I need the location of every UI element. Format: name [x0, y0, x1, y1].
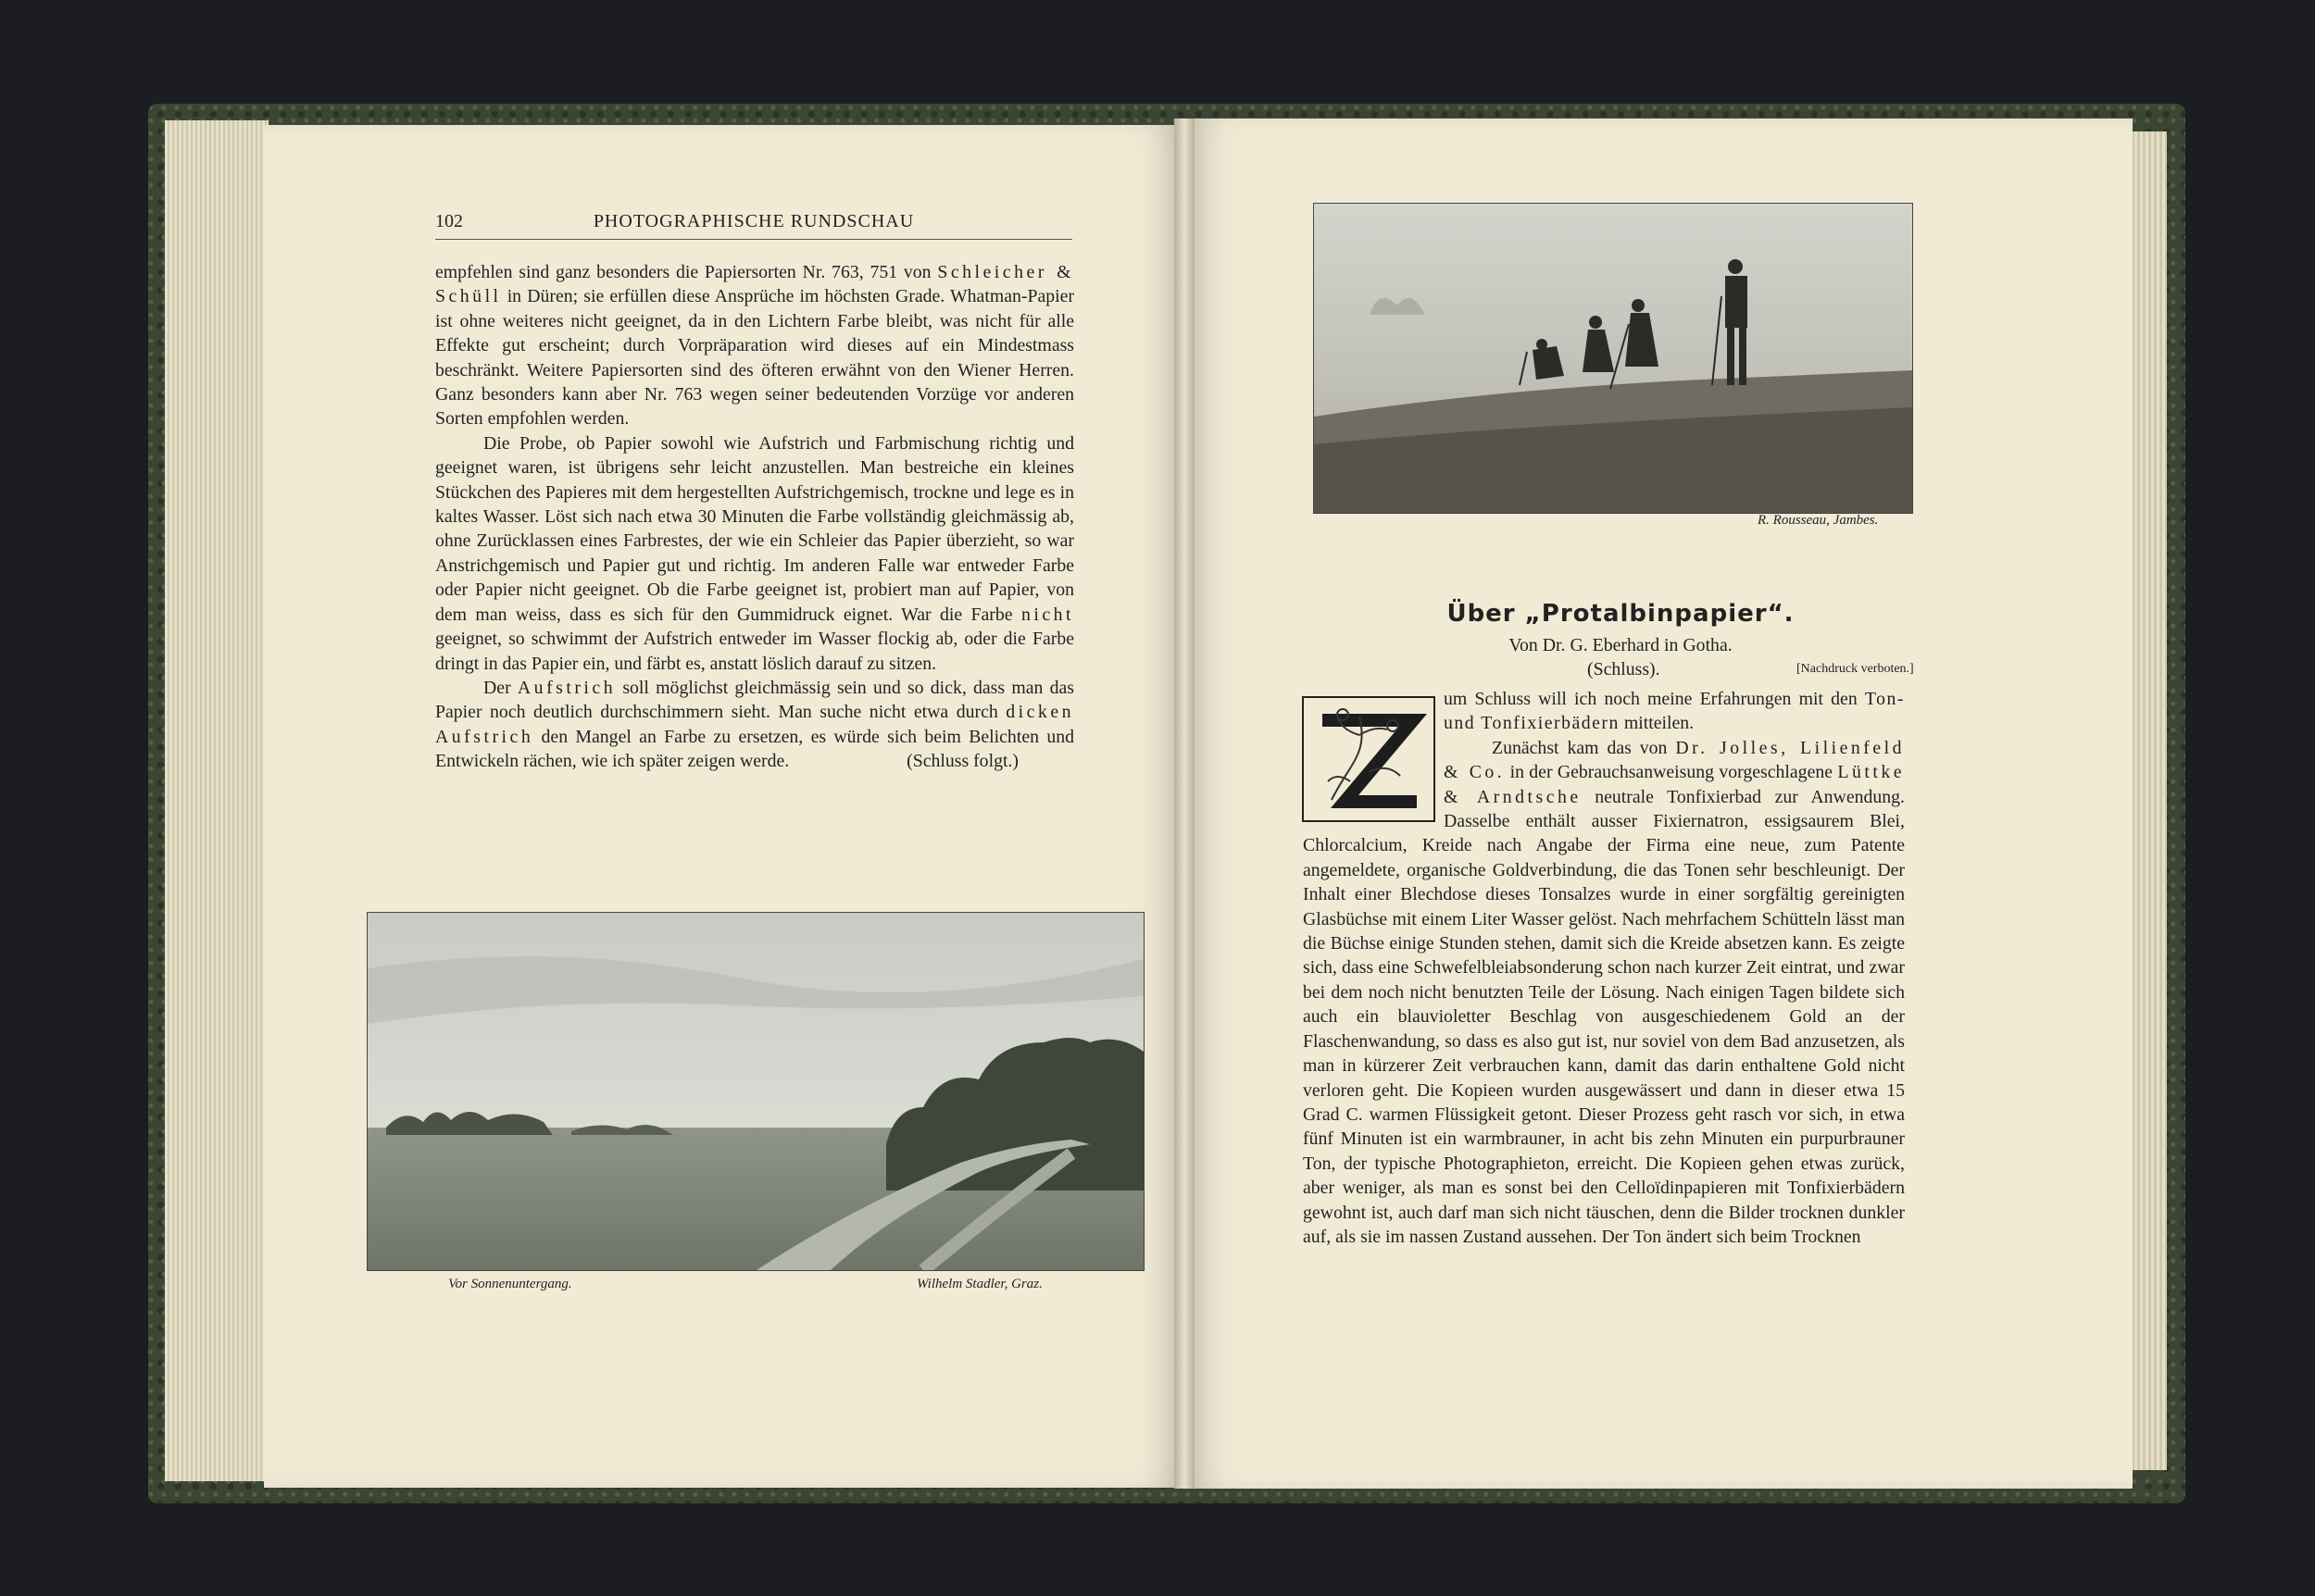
left-column-text — [435, 260, 1074, 774]
spaced-text: nicht — [1020, 604, 1074, 625]
spaced-text: Aufstrich — [517, 677, 617, 698]
running-title: PHOTOGRAPHISCHE RUNDSCHAU — [593, 211, 915, 231]
page-edges-left — [165, 120, 269, 1481]
spaced-text: dicken Aufstrich — [435, 702, 1074, 747]
to-be-continued: (Schluss folgt.) — [907, 751, 1019, 772]
right-column-text — [1303, 687, 1905, 1249]
paragraph: Der Aufstrich soll möglichst gleichmässig sein und so dick, dass man das Papier noch deutlich durchschimmern sieht. Man suche nicht etwa durch dicken Aufstrich den Mangel an Farbe zu ersetzen, es würde sich beim Belichten und Entwickeln rächen, wie ich später zeigen werde. (Schluss folgt.) — [435, 676, 1074, 774]
landscape-photo — [367, 912, 1145, 1271]
spaced-text: Lüttke & Arndtsche — [1444, 762, 1905, 807]
spaced-text: Schleicher & Schüll — [435, 262, 1074, 307]
article-title: Über „Protalbinpapier“. — [1446, 600, 1795, 628]
photo-caption-title: Vor Sonnenuntergang. — [448, 1277, 572, 1291]
page-mark: ı — [1000, 1148, 1006, 1166]
page-number: 102 — [435, 211, 463, 231]
paragraph: empfehlen sind ganz besonders die Papiersorten Nr. 763, 751 von Schleicher & Schüll in Düren; sie erfüllen diese Ansprüche im höchsten Grade. Whatman-Papier ist ohne weiteres nicht geeignet, da in den Lichtern Farbe bleibt, was nicht für alle Effekte gut erscheint; durch Vorpräparation wird dieses auf ein Mindestmass beschränkt. Weitere Papiersorten sind des öfteren erwähnt von den Wiener Herren. Ganz besonders kann aber Nr. 763 wegen seiner bedeutenden Vorzüge vor anderen Sorten empfohlen werden. — [435, 262, 1074, 430]
book-gutter — [1174, 118, 1195, 1489]
paragraph: Die Probe, ob Papier sowohl wie Aufstrich und Farbmischung richtig und geeignet waren, ist übrigens sehr leicht anzustellen. Man bestreiche ein kleines Stückchen des Papieres mit dem hergestellten Aufstrichgemisch, trockne und lege es in kaltes Wasser. Löst sich nach etwa 30 Minuten die Farbe vollständig gleichmässig ab, ohne Zurücklassen eines Farbrestes, der wie ein Schleier das Papier überzieht, so war Anstrichgemisch und Papier gut und richtig. Im anderen Falle war entweder Farbe oder Papier nicht geeignet. Ob die Farbe geeignet ist, probiert man auf Papier, von dem man weiss, dass es sich für den Gummidruck eignet. War die Farbe nicht geeignet, so schwimmt der Aufstrich entweder im Wasser flockig ab, oder die Farbe dringt in das Papier ein, und färbt es, anstatt löslich darauf zu sitzen. — [435, 432, 1074, 674]
initial-spacer — [1303, 687, 1444, 811]
photo-caption-credit: Wilhelm Stadler, Graz. — [917, 1277, 1043, 1291]
paragraph: Zunächst kam das von Dr. Jolles, Lilienfeld & Co. in der Gebrauchsanweisung vorgeschlagene Lüttke & Arndtsche neutrale Tonfixierbad zur Anwendung. Dasselbe enthält ausser Fixiernatron, essigsaurem Blei, Chlorcalcium, Kreide nach Angabe der Firma eine neue, zum Patente angemeldete, organische Goldverbindung, die das Tonen sehr beschleunigt. Der Inhalt einer Blechdose dieses Tonsalzes wurde in einer sorgfältig gereinigten Glasbüchse mit einem Liter Wasser gelöst. Nach mehrfachem Schütteln lässt man die Büchse einige Stunden stehen, damit sich die Kreide absetzen kann. Es zeigte sich, dass eine Schwefelbleiabsonderung schon nach kurzer Zeit eintrat, und zwar bei dem noch nicht benutzten Teile der Lösung. Nach einigen Tagen bildete sich auch ein blauvioletter Beschlag von ausgeschiedenem Gold an der Flaschenwandung, so dass es also gut ist, nur soviel von dem Bad anzusetzen, als man in kürzerer Zeit verbrauchen kann, damit das darin enthaltene Gold nicht verloren geht. Die Kopieen wurden ausgewässert und dann in dieser etwa 15 Grad C. warmen Flüssigkeit getont. Dieser Prozess geht rasch vor sich, in etwa fünf Minuten ist ein warmbrauner, in acht bis zehn Minuten ein purpurbrauner Ton, der typische Photographieton, erreicht. Die Kopieen gehen etwas zurück, aber weniger, als man es sonst bei den Celloïdinpapieren mit Tonfixierbädern gewohnt ist, auch darf man sich nicht täuschen, denn die Bilder trocknen dunkler auf, als sie im nassen Zustand aussehen. Der Ton ändert sich beim Trocknen — [1303, 737, 1906, 1247]
conclusion-note: (Schluss). — [1587, 659, 1660, 680]
spaced-text: Ton- und Tonfixierbädern — [1444, 689, 1905, 734]
photo-caption-credit: R. Rousseau, Jambes. — [1758, 513, 1879, 528]
paragraph: um Schluss will ich noch meine Erfahrungen mit den Ton- und Tonfixierbädern mitteilen. — [1444, 689, 1905, 734]
running-header — [435, 211, 1072, 240]
spaced-text: Dr. Jolles, Lilienfeld & Co. — [1444, 737, 1906, 783]
reprint-note: [Nachdruck verboten.] — [1796, 662, 1914, 676]
field-workers-photo — [1313, 203, 1913, 514]
article-byline: Von Dr. G. Eberhard in Gotha. — [1508, 635, 1733, 655]
